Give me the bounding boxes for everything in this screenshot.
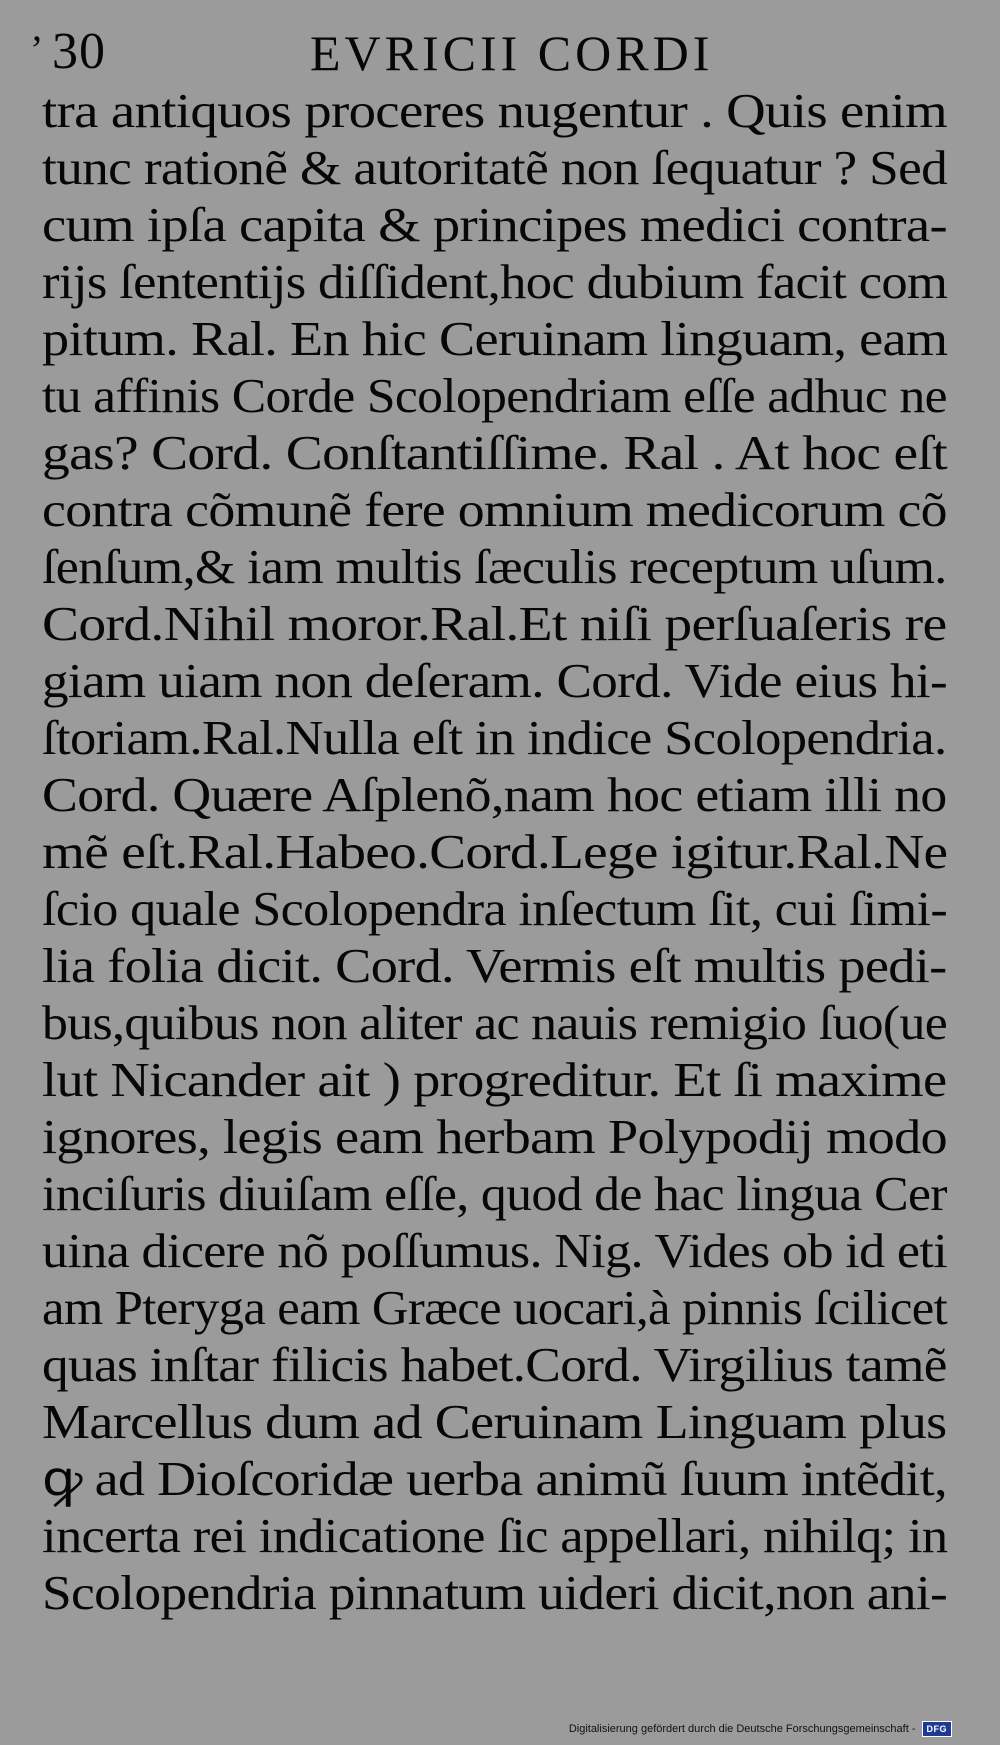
text-line: ignores, legis eam herbam Polypodij modo: [42, 1109, 948, 1164]
credit-text: Digitalisierung gefördert durch die Deutsche Forschungsgemeinschaft -: [568, 1723, 916, 1735]
digitization-credit: [569, 1719, 952, 1739]
running-title: EVRICII CORDI: [310, 25, 714, 81]
body-text: [42, 82, 952, 1621]
text-line: lia folia dicit. Cord. Vermis eſt multis pedi-: [42, 938, 947, 993]
text-line: giam uiam non deſeram. Cord. Vide eius hi-: [42, 653, 948, 708]
text-line: ſcio quale Scolopendra inſectum ſit, cui ſimi-: [42, 881, 948, 936]
text-line: incerta rei indicatione ſic appellari, nihilq; in: [42, 1508, 948, 1563]
text-line: Marcellus dum ad Ceruinam Linguam plus: [42, 1394, 947, 1449]
printers-mark: ’: [30, 27, 44, 72]
text-line: Scolopendria pinnatum uideri dicit,non ani-: [42, 1565, 948, 1620]
page-number: 30: [52, 23, 106, 80]
text-line: am Pteryga eam Græce uocari,à pinnis ſcilicet: [42, 1280, 948, 1335]
text-line: inciſuris diuiſam eſſe, quod de hac lingua Cer: [42, 1166, 947, 1221]
text-line: Cord. Quære Aſplenõ,nam hoc etiam illi no: [42, 767, 947, 822]
dfg-logo: DFG: [922, 1721, 953, 1737]
text-line: rijs ſententijs diſſident,hoc dubium facit com: [42, 254, 948, 309]
text-line: contra cõmunẽ fere omnium medicorum cõ: [42, 482, 947, 537]
text-line: quas inſtar filicis habet.Cord. Virgilius tamẽ: [42, 1337, 947, 1392]
text-line: uina dicere nõ poſſumus. Nig. Vides ob id eti: [42, 1223, 948, 1278]
text-line: mẽ eſt.Ral.Habeo.Cord.Lege igitur.Ral.Ne: [42, 824, 948, 879]
text-line: ſenſum,& iam multis ſæculis receptum uſum.: [42, 539, 947, 594]
text-line: tra antiquos proceres nugentur . Quis enim: [42, 83, 947, 138]
text-line: ſtoriam.Ral.Nulla eſt in indice Scolopendria.: [42, 710, 947, 765]
text-line: tunc rationẽ & autoritatẽ non ſequatur ? Sed: [42, 140, 948, 195]
text-line: lut Nicander ait ) progreditur. Et ſi maxime: [42, 1052, 947, 1107]
text-line: tu affinis Corde Scolopendriam eſſe adhuc ne: [42, 368, 947, 423]
text-line: bus,quibus non aliter ac nauis remigio ſuo(ue: [42, 995, 948, 1050]
text-line: Cord.Nihil moror.Ral.Et niſi perſuaſeris re: [42, 596, 947, 651]
page-header: [0, 18, 1000, 88]
text-line: pitum. Ral. En hic Ceruinam linguam, eam: [42, 311, 948, 366]
text-line: gas? Cord. Conſtantiſſime. Ral . At hoc eſt: [42, 425, 947, 480]
text-line: ꝙ ad Dioſcoridæ uerba animũ ſuum intẽdit,: [42, 1451, 947, 1506]
text-line: cum ipſa capita & principes medici contra-: [42, 197, 947, 252]
